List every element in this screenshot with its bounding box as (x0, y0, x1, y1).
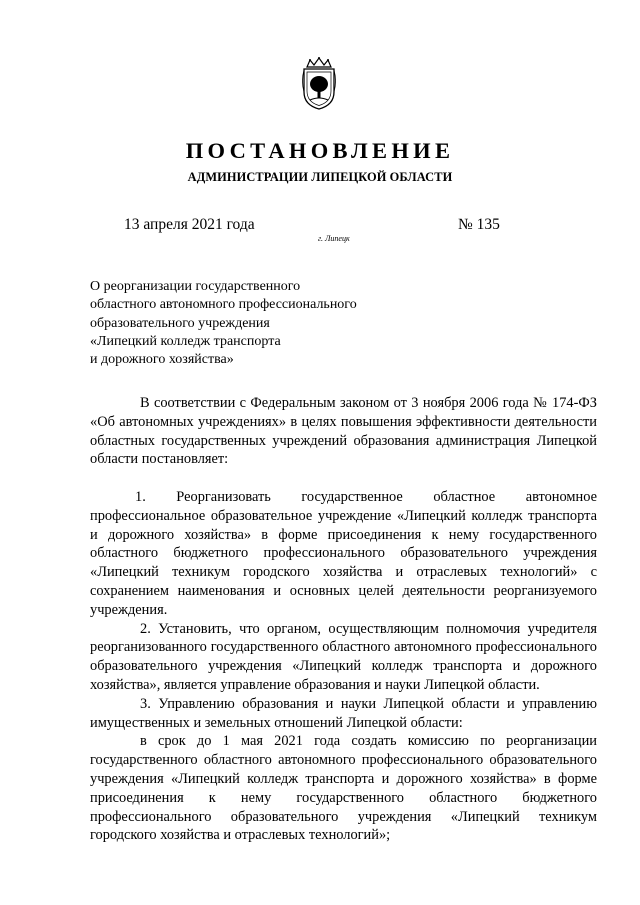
body-paragraph-2: 2. Установить, что органом, осуществляющим полномочия учредителя реорганизованного государственного областного автономного профессионального образовательного учреждения «Липецкий колледж транспорта и дорожного хозяйства», является управление образования и науки Липецкой области. (90, 620, 597, 693)
document-body (90, 394, 597, 845)
coat-of-arms-icon (301, 56, 337, 110)
body-paragraph-3-1: в срок до 1 мая 2021 года создать комиссию по реорганизации государственного областного автономного профессионального образовательного учреждения «Липецкий колледж транспорта и дорожного хозяйства» в форме присоединения к нему государственного областного бюджетного профессионального образовательного учреждения «Липецкий техникум городского хозяйства и отраслевых технологий»; (90, 733, 597, 844)
heading-line: «Липецкий колледж транспорта (90, 333, 281, 349)
document-title: ПОСТАНОВЛЕНИЕ (185, 138, 455, 163)
document-subtitle: АДМИНИСТРАЦИИ ЛИПЕЦКОЙ ОБЛАСТИ (187, 170, 453, 184)
body-paragraph-preamble: В соответствии с Федеральным законом от 3 ноября 2006 года № 174-ФЗ «Об автономных учреждениях» в целях повышения эффективности деятельности областных государственных учреждений образования администрация Липецкой области постановляет: (90, 395, 597, 468)
heading-line: областного автономного профессионального (90, 297, 357, 313)
heading-line: О реорганизации государственного (90, 279, 301, 294)
document-date: 13 апреля 2021 года (124, 216, 255, 233)
document-number: № 135 (458, 216, 500, 233)
document-heading (90, 278, 420, 369)
heading-line: и дорожного хозяйства» (90, 352, 234, 368)
body-paragraph-3: 3. Управлению образования и науки Липецкой области и управлению имущественных и земельных отношений Липецкой области: (90, 695, 597, 731)
heading-line: образовательного учреждения (90, 315, 270, 331)
body-paragraph-1: 1. Реорганизовать государственное областное автономное профессиональное образовательное учреждение «Липецкий колледж транспорта и дорожного хозяйства» в форме присоединения к нему государственного областного бюджетного профессионального образовательного учреждения «Липецкий техникум городского хозяйства и отраслевых технологий» с сохранением наименования и основных целей деятельности реорганизуемого учреждения. (90, 488, 597, 618)
document-city: г. Липецк (318, 234, 350, 243)
